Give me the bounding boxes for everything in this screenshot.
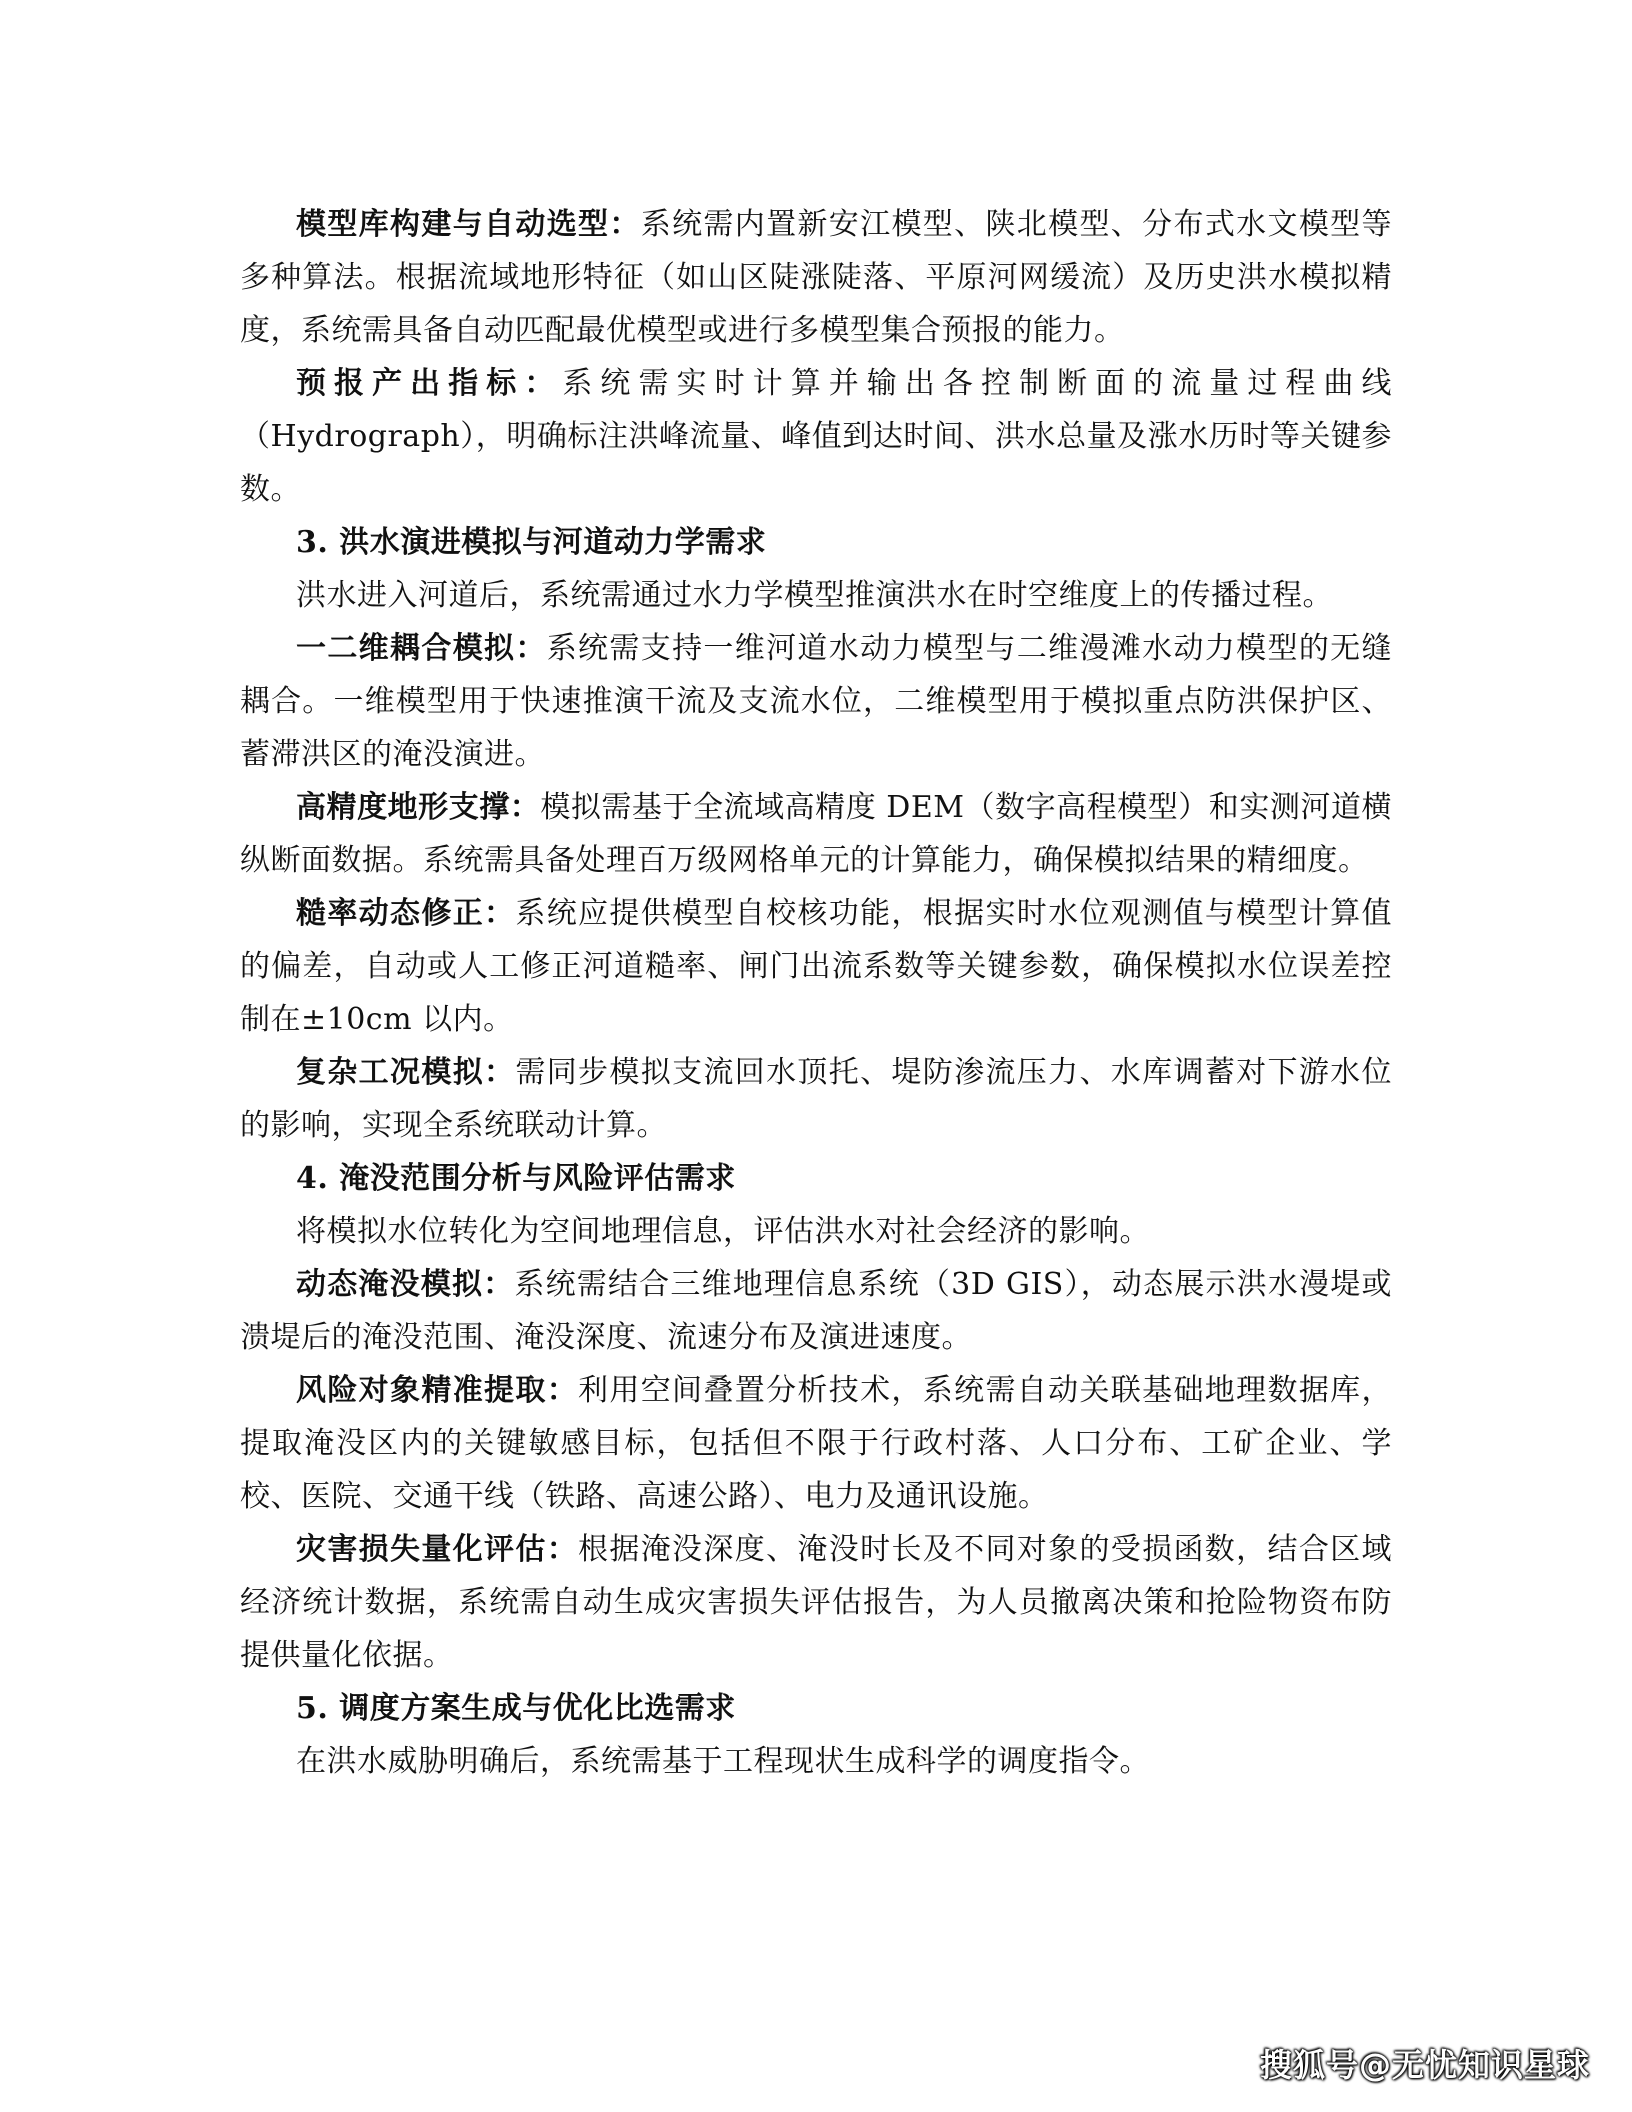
- paragraph-dynamic-inundation: [240, 1258, 1392, 1364]
- paragraph-terrain-support: [240, 781, 1392, 887]
- paragraph-label: 预报产出指标：: [296, 366, 563, 401]
- paragraph-text: 将模拟水位转化为空间地理信息，评估洪水对社会经济的影响。: [296, 1214, 1150, 1249]
- paragraph-label: 模型库构建与自动选型：: [296, 207, 641, 242]
- paragraph-text: 系统需支持一维河道水动力模型与二维漫滩水动力模型的无缝耦合。一维模型用于快速推演干流及支流水位，二维模型用于模拟重点防洪保护区、蓄滞洪区的淹没演进。: [240, 631, 1393, 772]
- paragraph-text: 需同步模拟支流回水顶托、堤防渗流压力、水库调蓄对下游水位的影响，实现全系统联动计算。: [240, 1055, 1393, 1143]
- paragraph-text: 模拟需基于全流域高精度 DEM（数字高程模型）和实测河道横纵断面数据。系统需具备处理百万级网格单元的计算能力，确保模拟结果的精细度。: [240, 790, 1392, 878]
- paragraph-text: 系统需结合三维地理信息系统（3D GIS），动态展示洪水漫堤或溃堤后的淹没范围、淹没深度、流速分布及演进速度。: [240, 1267, 1393, 1355]
- paragraph-loss-assessment: [240, 1523, 1392, 1682]
- paragraph-text: 系统应提供模型自校核功能，根据实时水位观测值与模型计算值的偏差，自动或人工修正河道糙率、闸门出流系数等关键参数，确保模拟水位误差控制在±10cm 以内。: [240, 896, 1393, 1037]
- paragraph-label: 复杂工况模拟：: [296, 1055, 516, 1090]
- paragraph-forecast-output: [240, 357, 1392, 516]
- paragraph-label: 灾害损失量化评估：: [296, 1532, 579, 1567]
- paragraph-model-library: [240, 198, 1392, 357]
- paragraph-text: 系统需内置新安江模型、陕北模型、分布式水文模型等多种算法。根据流域地形特征（如山区陡涨陡落、平原河网缓流）及历史洪水模拟精度，系统需具备自动匹配最优模型或进行多模型集合预报的能力。: [240, 207, 1393, 348]
- document-body: [240, 198, 1392, 1788]
- watermark: 搜狐号@无忧知识星球: [1259, 2046, 1590, 2084]
- paragraph-text: 在洪水威胁明确后，系统需基于工程现状生成科学的调度指令。: [296, 1744, 1150, 1779]
- paragraph-label: 风险对象精准提取：: [296, 1373, 579, 1408]
- paragraph-text: 洪水进入河道后，系统需通过水力学模型推演洪水在时空维度上的传播过程。: [296, 578, 1333, 613]
- paragraph-text: 根据淹没深度、淹没时长及不同对象的受损函数，结合区域经济统计数据，系统需自动生成灾害损失评估报告，为人员撤离决策和抢险物资布防提供量化依据。: [240, 1532, 1393, 1673]
- paragraph-label: 一二维耦合模拟：: [296, 631, 547, 666]
- paragraph-text: 利用空间叠置分析技术，系统需自动关联基础地理数据库，提取淹没区内的关键敏感目标，包括但不限于行政村落、人口分布、工矿企业、学校、医院、交通干线（铁路、高速公路）、电力及通讯设施。: [240, 1373, 1393, 1514]
- paragraph-section5-intro: [240, 1735, 1392, 1788]
- paragraph-roughness-correction: [240, 887, 1392, 1046]
- paragraph-complex-conditions: [240, 1046, 1392, 1152]
- paragraph-risk-extraction: [240, 1364, 1392, 1523]
- paragraph-section3-intro: [240, 569, 1392, 622]
- paragraph-label: 糙率动态修正：: [296, 896, 516, 931]
- paragraph-label: 高精度地形支撑：: [296, 790, 541, 825]
- section-heading-5: 5. 调度方案生成与优化比选需求: [296, 1691, 736, 1726]
- section-heading-4: 4. 淹没范围分析与风险评估需求: [296, 1161, 736, 1196]
- section-heading-3: 3. 洪水演进模拟与河道动力学需求: [296, 525, 767, 560]
- paragraph-section4-intro: [240, 1205, 1392, 1258]
- paragraph-label: 动态淹没模拟：: [296, 1267, 515, 1302]
- paragraph-text: 系统需实时计算并输出各控制断面的流量过程曲线（Hydrograph），明确标注洪峰流量、峰值到达时间、洪水总量及涨水历时等关键参数。: [240, 366, 1392, 507]
- paragraph-1d2d-coupling: [240, 622, 1392, 781]
